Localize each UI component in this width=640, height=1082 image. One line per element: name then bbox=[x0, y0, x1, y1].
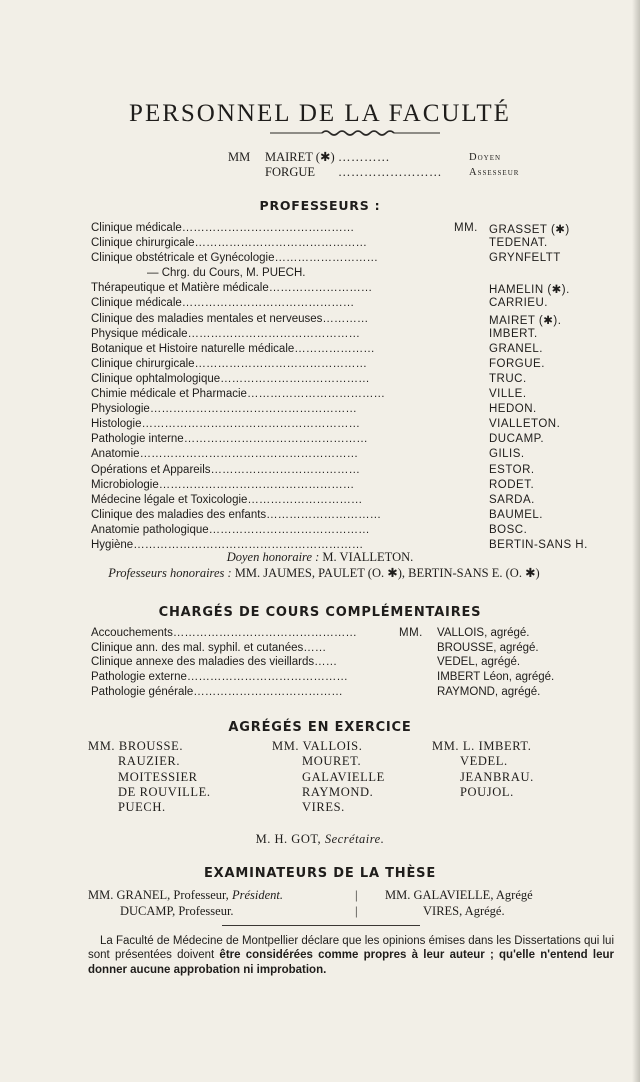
complementary-subject: Clinique ann. des mal. syphil. et cutanées…… bbox=[91, 641, 327, 654]
professors-list bbox=[91, 222, 611, 554]
complementary-name: VALLOIS, agrégé. bbox=[437, 627, 530, 639]
professor-mm: MM. bbox=[454, 222, 478, 234]
professors-heading: PROFESSEURS : bbox=[259, 198, 381, 213]
professor-row bbox=[91, 252, 611, 267]
agrege-name: VIRES. bbox=[302, 800, 345, 815]
complementary-subject: Pathologie générale………………………………… bbox=[91, 685, 343, 698]
dean-name: MAIRET (✱) bbox=[265, 150, 335, 164]
professor-row bbox=[91, 403, 611, 418]
professor-name: CARRIEU. bbox=[489, 297, 548, 310]
professor-subject: Chimie médicale et Pharmacie……………………………… bbox=[91, 388, 385, 401]
professor-name: HEDON. bbox=[489, 403, 537, 416]
complementary-name: BROUSSE, agrégé. bbox=[437, 641, 539, 654]
agrege-name: MM. L. IMBERT. bbox=[432, 739, 532, 753]
dean-role: Doyen bbox=[469, 152, 502, 163]
professor-name: SARDA. bbox=[489, 493, 535, 506]
complementary-name: VEDEL, agrégé. bbox=[437, 656, 521, 669]
agrege-name: DE ROUVILLE. bbox=[118, 784, 211, 799]
professor-row bbox=[91, 358, 611, 373]
complementary-row bbox=[91, 627, 611, 642]
professor-subject: Clinique ophtalmologique………………………………… bbox=[91, 372, 370, 385]
professor-name: IMBERT. bbox=[489, 327, 538, 340]
secretary-name: M. H. GOT, bbox=[255, 832, 322, 846]
professor-subject: Histologie………………………………………………… bbox=[91, 418, 360, 431]
agrege-name: RAYMOND. bbox=[302, 784, 374, 799]
professor-name: GILIS. bbox=[489, 448, 525, 461]
professor-name: TRUC. bbox=[489, 372, 527, 385]
professor-row bbox=[91, 343, 611, 358]
professor-subject: — Chrg. du Cours, M. PUECH. bbox=[147, 267, 306, 280]
dean-prefix: MM bbox=[228, 150, 251, 164]
professor-name: BERTIN-SANS H. bbox=[489, 538, 588, 551]
agrege-name: RAUZIER. bbox=[118, 754, 181, 769]
assessor-role: Assesseur bbox=[469, 167, 520, 178]
examiner-role: Président. bbox=[231, 888, 283, 902]
professor-row bbox=[91, 464, 611, 479]
dean-row bbox=[228, 150, 518, 165]
ornament-divider-icon bbox=[270, 128, 440, 138]
complementary-row bbox=[91, 642, 611, 657]
professor-name: GRASSET (✱) bbox=[489, 224, 570, 236]
professor-name: DUCAMP. bbox=[489, 433, 545, 446]
professor-subject: Hygiène…………………………………………………… bbox=[91, 538, 364, 551]
agreges-column-1 bbox=[88, 739, 211, 815]
examiners-divider: | | bbox=[355, 888, 358, 918]
deans-block bbox=[228, 150, 518, 180]
examiner-name: VIRES, Agrégé. bbox=[423, 903, 505, 918]
professor-row bbox=[91, 282, 611, 297]
agrege-name: GALAVIELLE bbox=[302, 769, 385, 784]
agrege-name: MOURET. bbox=[302, 754, 362, 769]
professor-subject: Clinique médicale……………………………………… bbox=[91, 222, 355, 234]
examiners-heading: EXAMINATEURS DE LA THÈSE bbox=[203, 866, 436, 881]
complementary-mm: MM. bbox=[399, 627, 423, 639]
disclaimer-text: La Faculté de Médecine de Montpellier déclare que les opinions émises dans les Dissertations qui lui sont présentées doivent bbox=[88, 935, 614, 962]
dean-dots: ………… bbox=[338, 150, 390, 164]
professor-row bbox=[91, 494, 611, 509]
agreges-column-3 bbox=[432, 739, 534, 800]
professor-name: FORGUE. bbox=[489, 357, 545, 370]
agrege-name: MM. BROUSSE. bbox=[88, 739, 184, 753]
agreges-column-2 bbox=[272, 739, 385, 815]
examiner-name: DUCAMP, Professeur. bbox=[120, 903, 234, 918]
professor-subject: Médecine légale et Toxicologie………………………… bbox=[91, 493, 363, 506]
professor-name: MAIRET (✱). bbox=[489, 314, 562, 327]
professor-subject: Clinique des maladies mentales et nerveuses………… bbox=[91, 312, 369, 325]
examiner-row bbox=[88, 904, 283, 920]
professor-subject: Botanique et Histoire naturelle médicale………………… bbox=[91, 342, 375, 355]
complementary-subject: Clinique annexe des maladies des vieillards…… bbox=[91, 656, 338, 669]
professor-subject: Microbiologie…………………………………………… bbox=[91, 478, 355, 491]
professor-row bbox=[91, 524, 611, 539]
agrege-name: POUJOL. bbox=[460, 784, 514, 799]
complementary-name: RAYMOND, agrégé. bbox=[437, 685, 541, 698]
examiners-right bbox=[385, 888, 533, 919]
professor-row bbox=[91, 388, 611, 403]
professor-row bbox=[91, 222, 611, 237]
professor-row bbox=[91, 448, 611, 463]
agrege-name: MM. VALLOIS. bbox=[272, 739, 363, 753]
page-title: PERSONNEL DE LA FACULTÉ bbox=[129, 100, 511, 127]
complementary-subject: Pathologie externe…………………………………… bbox=[91, 671, 348, 684]
professor-name: VILLE. bbox=[489, 388, 527, 401]
complementary-row bbox=[91, 686, 611, 701]
honorary-dean-label: Doyen honoraire : bbox=[226, 550, 320, 564]
honorary-dean-line bbox=[0, 549, 640, 565]
professor-subject: Anatomie pathologique…………………………………… bbox=[91, 523, 370, 536]
agrege-name: PUECH. bbox=[118, 800, 166, 815]
professor-row bbox=[91, 313, 611, 328]
faculty-disclaimer bbox=[88, 934, 614, 977]
examiner-name: MM. GRANEL, Professeur, bbox=[88, 888, 229, 902]
professor-row bbox=[91, 297, 611, 312]
assessor-dots: …………………… bbox=[338, 165, 442, 179]
honorary-professors-names: MM. JAUMES, PAULET (O. ✱), BERTIN-SANS E. (O. ✱) bbox=[234, 566, 540, 580]
professor-subject: Clinique chirurgicale……………………………………… bbox=[91, 237, 368, 250]
complementary-name: IMBERT Léon, agrégé. bbox=[437, 671, 555, 684]
professor-subject: Thérapeutique et Matière médicale……………………… bbox=[91, 282, 373, 295]
complementary-heading: CHARGÉS DE COURS COMPLÉMENTAIRES bbox=[158, 605, 482, 620]
secretary-role: Secrétaire. bbox=[324, 832, 385, 846]
agreges-heading: AGRÉGÉS EN EXERCICE bbox=[228, 720, 412, 735]
professor-row bbox=[91, 418, 611, 433]
professor-row bbox=[91, 328, 611, 343]
professor-name: TEDENAT. bbox=[489, 237, 548, 250]
agrege-name: VEDEL. bbox=[460, 754, 508, 769]
complementary-row bbox=[91, 656, 611, 671]
professor-row bbox=[91, 237, 611, 252]
examiner-name: MM. GALAVIELLE, Agrégé bbox=[385, 888, 533, 902]
assessor-row bbox=[228, 165, 518, 180]
professor-subject: Clinique obstétricale et Gynécologie……………………… bbox=[91, 252, 378, 265]
professor-subject: Anatomie………………………………………………… bbox=[91, 448, 359, 461]
professor-row bbox=[91, 509, 611, 524]
professor-subject: Clinique chirurgicale……………………………………… bbox=[91, 357, 368, 370]
assessor-name: FORGUE bbox=[265, 165, 316, 179]
professor-name: BAUMEL. bbox=[489, 508, 543, 521]
professor-row bbox=[91, 373, 611, 388]
examiner-row bbox=[88, 888, 283, 904]
professor-row bbox=[91, 267, 611, 282]
professor-name: GRANEL. bbox=[489, 342, 543, 355]
professor-name: VIALLETON. bbox=[489, 418, 561, 431]
complementary-row bbox=[91, 671, 611, 686]
agrege-name: MOITESSIER bbox=[118, 769, 198, 784]
disclaimer-bold-text: être considérées comme propres à leur auteur ; qu'elle n'entend leur donner aucune approbation ni improbation. bbox=[88, 949, 614, 976]
professor-row bbox=[91, 479, 611, 494]
professor-name: BOSC. bbox=[489, 523, 528, 536]
honorary-professors-line bbox=[4, 565, 640, 581]
honorary-professors-label: Professeurs honoraires : bbox=[108, 566, 232, 580]
complementary-list bbox=[91, 627, 611, 700]
professor-subject: Pathologie interne………………………………………… bbox=[91, 433, 368, 446]
professor-subject: Clinique des maladies des enfants………………………… bbox=[91, 508, 382, 521]
honorary-dean-name: M. VIALLETON. bbox=[322, 550, 414, 564]
agrege-name: JEANBRAU. bbox=[460, 769, 534, 784]
professor-name: RODET. bbox=[489, 478, 535, 491]
professor-subject: Opérations et Appareils………………………………… bbox=[91, 463, 361, 476]
secretary-line bbox=[0, 832, 640, 847]
separator-line bbox=[222, 925, 420, 926]
complementary-subject: Accouchements………………………………………… bbox=[91, 627, 357, 639]
professor-name: HAMELIN (✱). bbox=[489, 284, 570, 297]
professor-name: GRYNFELTT bbox=[489, 252, 561, 265]
examiners-left bbox=[88, 888, 283, 919]
page-edge-shadow bbox=[632, 0, 640, 1082]
professor-row bbox=[91, 433, 611, 448]
professor-subject: Clinique médicale……………………………………… bbox=[91, 297, 355, 310]
professor-name: ESTOR. bbox=[489, 463, 535, 476]
professor-subject: Physiologie……………………………………………… bbox=[91, 403, 357, 416]
professor-subject: Physique médicale……………………………………… bbox=[91, 327, 361, 340]
